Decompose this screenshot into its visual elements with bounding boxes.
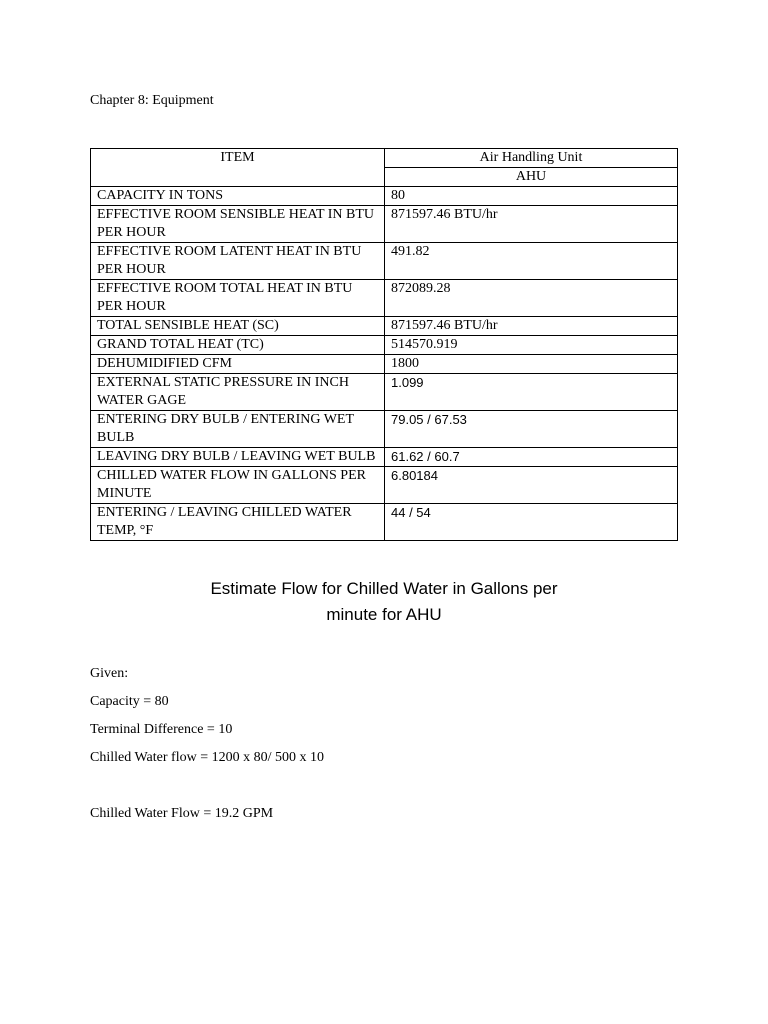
table-row <box>91 374 678 411</box>
header-unit-cell: Air Handling Unit <box>385 149 678 168</box>
table-row <box>91 206 678 243</box>
row-value: 80 <box>385 187 678 206</box>
row-value: 44 / 54 <box>385 504 678 541</box>
row-value: 871597.46 BTU/hr <box>385 206 678 243</box>
row-label: DEHUMIDIFIED CFM <box>91 355 385 374</box>
section-heading-line-2: minute for AHU <box>326 605 442 624</box>
row-value: 872089.28 <box>385 280 678 317</box>
table-row <box>91 187 678 206</box>
row-value: 1.099 <box>385 374 678 411</box>
row-label: GRAND TOTAL HEAT (TC) <box>91 336 385 355</box>
row-label: EFFECTIVE ROOM TOTAL HEAT IN BTU PER HOUR <box>91 280 385 317</box>
table-header-row <box>91 149 678 168</box>
header-item-cell: ITEM <box>91 149 385 187</box>
formula-line: Chilled Water flow = 1200 x 80/ 500 x 10 <box>90 750 324 765</box>
chapter-title: Chapter 8: Equipment <box>90 93 214 108</box>
table-row <box>91 355 678 374</box>
row-label: LEAVING DRY BULB / LEAVING WET BULB <box>91 448 385 467</box>
row-label: TOTAL SENSIBLE HEAT (SC) <box>91 317 385 336</box>
table-row <box>91 336 678 355</box>
row-value: 1800 <box>385 355 678 374</box>
table-row <box>91 243 678 280</box>
terminal-difference-line: Terminal Difference = 10 <box>90 722 233 737</box>
row-label: EFFECTIVE ROOM LATENT HEAT IN BTU PER HOUR <box>91 243 385 280</box>
result-line: Chilled Water Flow = 19.2 GPM <box>90 806 274 821</box>
row-label: ENTERING / LEAVING CHILLED WATER TEMP, °F <box>91 504 385 541</box>
section-heading <box>90 576 678 628</box>
table-row <box>91 448 678 467</box>
row-value: 79.05 / 67.53 <box>385 411 678 448</box>
header-abbr-cell: AHU <box>385 168 678 187</box>
row-value: 6.80184 <box>385 467 678 504</box>
row-value: 871597.46 BTU/hr <box>385 317 678 336</box>
table-row <box>91 280 678 317</box>
table-row <box>91 467 678 504</box>
row-value: 491.82 <box>385 243 678 280</box>
section-heading-line-1: Estimate Flow for Chilled Water in Gallons per <box>210 579 558 598</box>
table-row <box>91 411 678 448</box>
row-value: 514570.919 <box>385 336 678 355</box>
table-row <box>91 504 678 541</box>
row-label: EXTERNAL STATIC PRESSURE IN INCH WATER GAGE <box>91 374 385 411</box>
table-row <box>91 317 678 336</box>
row-label: CHILLED WATER FLOW IN GALLONS PER MINUTE <box>91 467 385 504</box>
equipment-table <box>90 148 678 541</box>
given-label: Given: <box>90 666 129 681</box>
row-label: ENTERING DRY BULB / ENTERING WET BULB <box>91 411 385 448</box>
row-value: 61.62 / 60.7 <box>385 448 678 467</box>
row-label: EFFECTIVE ROOM SENSIBLE HEAT IN BTU PER HOUR <box>91 206 385 243</box>
capacity-line: Capacity = 80 <box>90 694 169 709</box>
row-label: CAPACITY IN TONS <box>91 187 385 206</box>
